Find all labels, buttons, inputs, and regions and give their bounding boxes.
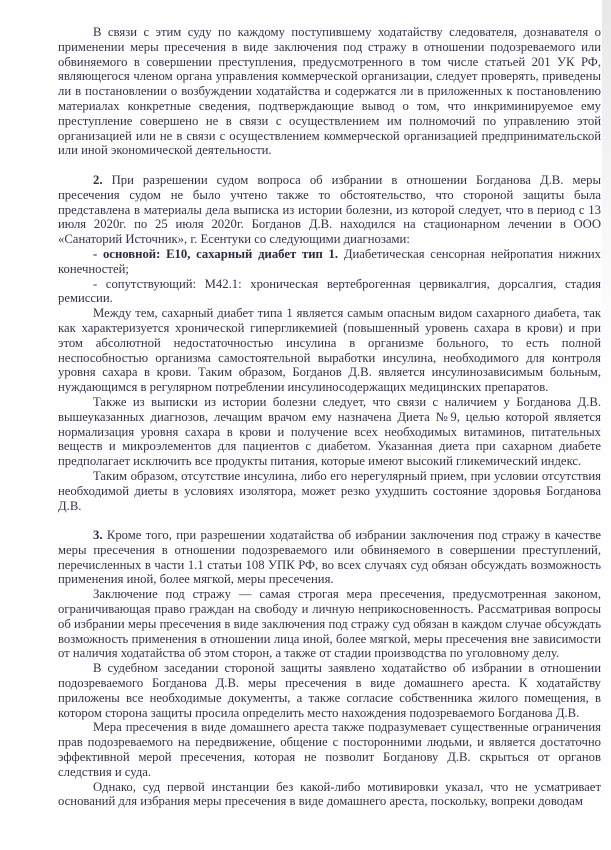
paragraph-diagnosis-main [58,247,601,277]
paragraph-text: Также из выписки из истории болезни следует, что связи с наличием у Богданова Д.В. вышеуказанных диагнозов, лечащим врачом ему назначена Диета №9, целью которой является нормализация уровня сахара в крови и получение всех необходимых витаминов, питательных веществ и микроэлементов для пациентов с диабетом. Указанная диета при сахарном диабете предполагает исключить все продукты питания, которые имеют высокий гликемический индекс. [58,394,601,469]
diagnosis-main-lead: - основной: Е10, сахарный диабет тип 1. [93,246,339,261]
paragraph-text: Таким образом, отсутствие инсулина, либо его нерегулярный прием, при условии отсутствия необходимой диеты в условиях изолятора, может резко ухудшить состояние здоровья Богданова Д.В. [58,468,601,513]
paragraph-diagnosis-secondary [58,277,601,307]
paragraph-court-rejection [58,780,601,810]
paragraph-text: В судебном заседании стороной защиты заявлено ходатайство об избрании в отношении подозреваемого Богданова Д.В. меры пресечения в виде домашнего ареста. К ходатайству приложены все необходимые документы, а также согласие собственника жилого помещения, в котором сторона защиты просила определить место нахождения подозреваемого Богданова Д.В. [58,661,601,720]
paragraph-text: Диабетическая сенсорная нейропатия нижних конечностей; [58,246,601,276]
paragraph-text: Мера пресечения в виде домашнего ареста также подразумевает существенные ограничения прав подозреваемого на передвижение, общение с посторонними людьми, и является достаточно эффективной мерой пресечения, которая не позволит Богданову Д.В. скрыться от органов следствия и суда. [58,720,601,779]
paragraph-custody-strictest [58,587,601,661]
paragraph-text: - сопутствующий: М42.1: хроническая вертеброгенная цервикалгия, дорсалгия, стадия ремиссии. [58,276,601,306]
paragraph-text: Однако, суд первой инстанции без какой-либо мотивировки указал, что не усматривает оснований для избрания меры пресечения в виде домашнего ареста, поскольку, вопреки доводам [58,779,601,809]
paragraph-intro [58,25,601,158]
paragraph-text: При разрешении судом вопроса об избрании в отношении Богданова Д.В. меры пресечения судом не было учтено также то обстоятельство, что стороной защиты была представлена в материалы дела выписка из истории болезни, из которой следует, что в период с 13 июля 2020г. по 25 июля 2020г. Богданов Д.В. находился на стационарном лечении в ООО «Санаторий Источник», г. Есентуки со следующими диагнозами: [58,172,601,247]
document-body [58,25,601,809]
section-3-number: 3. [93,528,103,543]
paragraph-text: В связи с этим суду по каждому поступившему ходатайству следователя, дознавателя о применении меры пресечения в виде заключения под стражу в отношении подозреваемого или обвиняемого в совершении преступления, предусмотренного в том числе статьей 201 УК РФ, являющегося членом органа управления коммерческой организации, следует проверять, приведены ли в постановлении о возбуждении ходатайства и содержатся ли в приложенных к постановлению материалах конкретные сведения, подтверждающие вывод о том, что инкриминируемое ему преступление совершено не в связи с осуществлением им полномочий по управлению этой организацией или не в связи с осуществлением коммерческой организацией предпринимательской или иной экономической деятельности. [58,25,601,158]
paragraph-insulin-conclusion [58,469,601,513]
paragraph-text: Между тем, сахарный диабет типа 1 является самым опасным видом сахарного диабета, так как характеризуется хронической гипергликемией (повышенный уровень сахара в крови) и при этом абсолютной недостаточностью инсулина в организме больного, то есть полной неспособностью организма самостоятельной выработки инсулина, необходимого для контроля уровня сахара в крови. Таким образом, Богданов Д.В. является инсулинозависимым больным, нуждающимся в регулярном потреблении инсулиносодержащих медицинских препаратов. [58,306,601,395]
paragraph-text: Заключение под стражу — самая строгая мера пресечения, предусмотренная законом, ограничивающая право граждан на свободу и личную неприкосновенность. Рассматривая вопросы об избрании меры пресечения в виде заключения под стражу суд обязан в каждом случае обсуждать возможность применения в отношении лица иной, более мягкой, меры пресечения вне зависимости от наличия ходатайства об этом сторон, а также от стадии производства по уголовному делу. [58,587,601,661]
paragraph-section-3 [58,528,601,587]
paragraph-diet [58,395,601,469]
section-2-number: 2. [93,172,103,187]
paragraph-section-2 [58,173,601,247]
paragraph-house-arrest [58,720,601,779]
paragraph-diabetes-explanation [58,306,601,395]
paragraph-text: Кроме того, при разрешении ходатайства об избрании заключения под стражу в качестве меры пресечения в отношении подозреваемого или обвиняемого в совершении преступлений, перечисленных в части 1.1 статьи 108 УПК РФ, во всех случаях суд обязан обсуждать возможность применения иной, более мягкой, меры пресечения. [58,528,602,587]
scan-edge-artifact [602,0,611,360]
paragraph-defense-motion [58,661,601,720]
